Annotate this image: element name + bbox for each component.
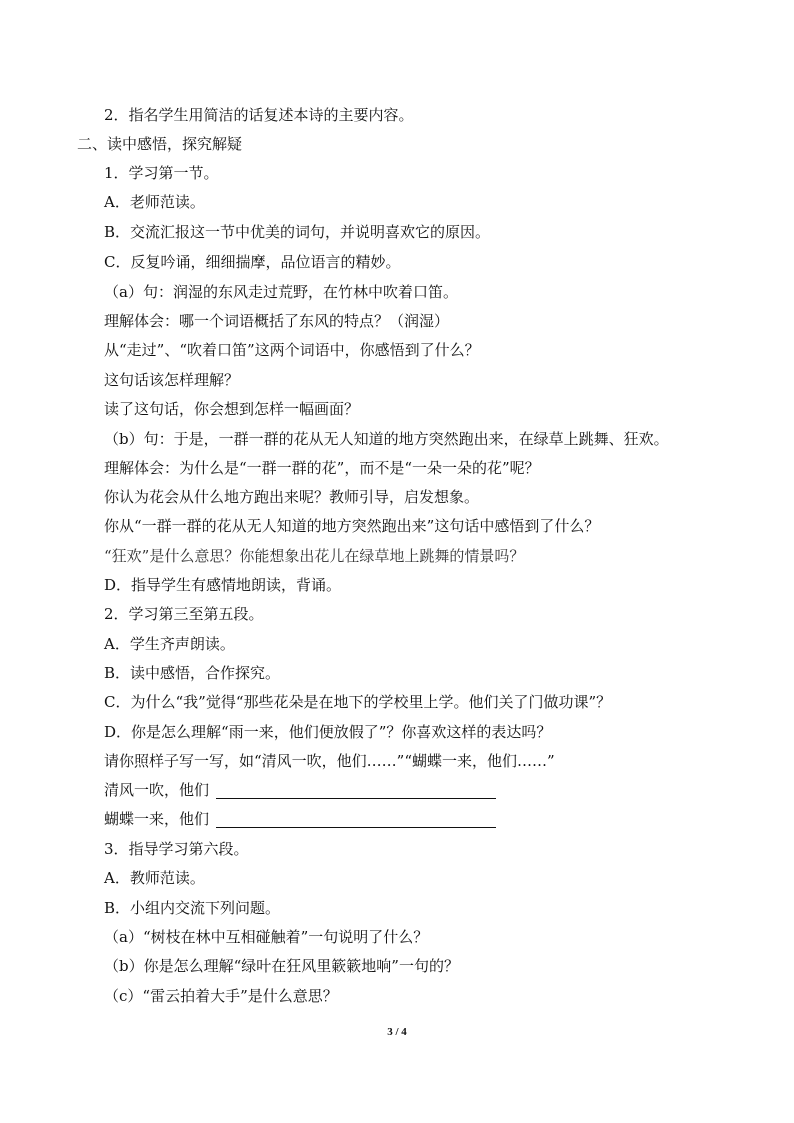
text-line: “狂欢”是什么意思？你能想象出花儿在绿草地上跳舞的情景吗？ — [104, 547, 525, 565]
fill-in-blank-line[interactable] — [216, 827, 496, 828]
text-line: C．反复吟诵，细细揣摩，品位语言的精妙。 — [104, 253, 401, 271]
text-line: （b）你是怎么理解“绿叶在狂风里簌簌地响”一句的？ — [104, 957, 459, 975]
fill-in-blank-line[interactable] — [216, 798, 496, 799]
text-line: 从“走过”、“吹着口笛”这两个词语中，你感悟到了什么？ — [104, 341, 480, 359]
text-line: 请你照样子写一写，如“清风一吹，他们……”“蝴蝶一来，他们……” — [104, 752, 555, 770]
text-line: B．交流汇报这一节中优美的词句，并说明喜欢它的原因。 — [104, 223, 491, 241]
text-line: 2．指名学生用简洁的话复述本诗的主要内容。 — [104, 106, 414, 124]
text-line: D．你是怎么理解“雨一来，他们便放假了”？你喜欢这样的表达吗？ — [104, 723, 552, 741]
text-line: 这句话该怎样理解？ — [104, 371, 240, 389]
text-line: A．教师范读。 — [104, 869, 205, 887]
page-number: 3 / 4 — [387, 1026, 407, 1038]
fill-in-prompt: 清风一吹，他们 — [104, 781, 210, 799]
text-line: 2．学习第三至第五段。 — [104, 605, 264, 623]
text-line: B．小组内交流下列问题。 — [104, 899, 281, 917]
text-line: （c）“雷云拍着大手”是什么意思？ — [104, 987, 338, 1005]
text-line: 你从“一群一群的花从无人知道的地方突然跑出来”这句话中感悟到了什么？ — [104, 517, 600, 535]
text-line: A．老师范读。 — [104, 193, 205, 211]
fill-in-prompt: 蝴蝶一来，他们 — [104, 810, 210, 828]
text-line: （a）句：润湿的东风走过荒野，在竹林中吹着口笛。 — [104, 283, 458, 301]
text-line: 理解体会：为什么是“一群一群的花”，而不是“一朵一朵的花”呢？ — [104, 459, 540, 477]
text-line: D．指导学生有感情地朗读，背诵。 — [104, 576, 342, 594]
text-line: （a）“树枝在林中互相碰触着”一句说明了什么？ — [104, 928, 429, 946]
text-line: 理解体会：哪一个词语概括了东风的特点？（润湿） — [104, 312, 450, 330]
text-line: （b）句：于是，一群一群的花从无人知道的地方突然跑出来，在绿草上跳舞、狂欢。 — [104, 430, 669, 448]
text-line: 3．指导学习第六段。 — [104, 840, 249, 858]
text-line: A．学生齐声朗读。 — [104, 635, 235, 653]
text-line: 1．学习第一节。 — [104, 164, 219, 182]
section-heading: 二、读中感悟，探究解疑 — [77, 135, 243, 153]
text-line: B．读中感悟，合作探究。 — [104, 664, 281, 682]
text-line: 读了这句话，你会想到怎样一幅画面？ — [104, 400, 360, 418]
text-line: C．为什么“我”觉得“那些花朵是在地下的学校里上学。他们关了门做功课”？ — [104, 693, 612, 711]
text-line: 你认为花会从什么地方跑出来呢？教师引导，启发想象。 — [104, 488, 480, 506]
